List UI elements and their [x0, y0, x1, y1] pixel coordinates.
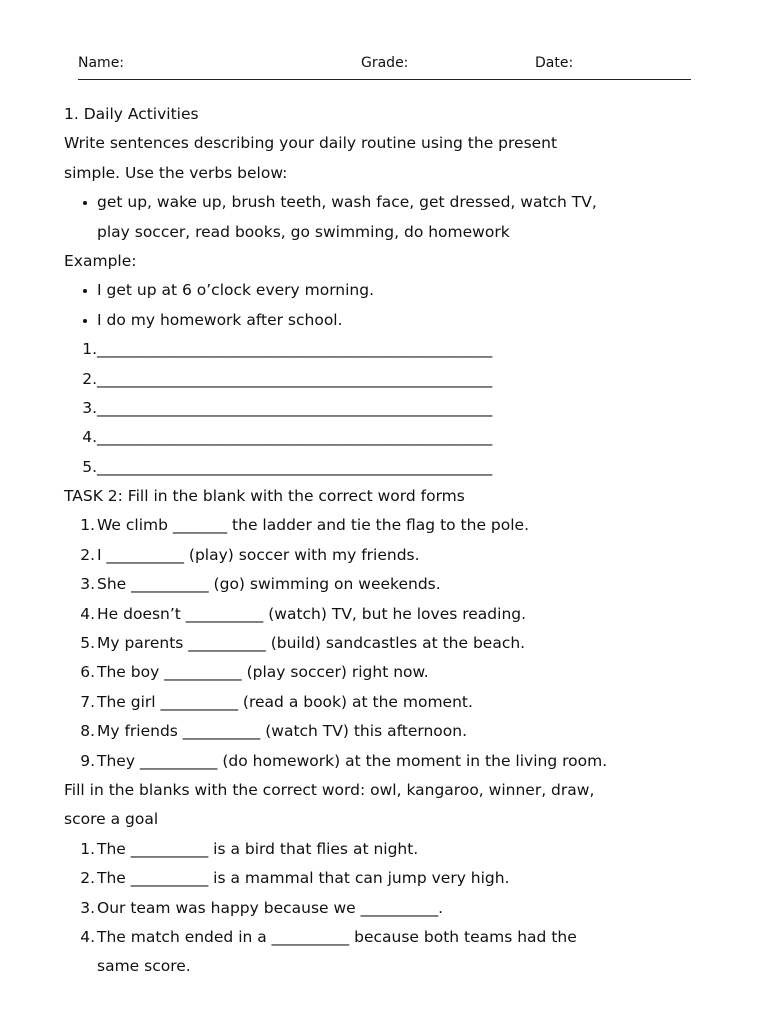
example-item-1: I get up at 6 o’clock every morning.: [64, 276, 744, 305]
item-text: Our team was happy because we __________.: [97, 898, 444, 917]
example-label: Example:: [64, 251, 137, 270]
item-text: We climb _______ the ladder and tie the flag to the pole.: [97, 516, 530, 535]
item-number: 5.: [80, 634, 95, 653]
task1-title: 1. Daily Activities: [64, 105, 199, 123]
item-text: The boy __________ (play soccer) right now.: [97, 663, 429, 682]
answer-number: 2.: [82, 369, 97, 388]
task3-item-1: [64, 835, 744, 864]
task2-item-8: [64, 717, 744, 746]
item-number: 8.: [80, 722, 95, 741]
item-text: The match ended in a __________ because both teams had the: [97, 927, 577, 946]
verbs-list-line2: play soccer, read books, go swimming, do homework: [97, 222, 510, 241]
item-number: 9.: [80, 751, 95, 770]
task3-item-3: [64, 894, 744, 923]
answer-blank: ___________________________________________________: [97, 340, 493, 359]
task3-item-4-continuation: same score.: [97, 957, 191, 976]
task3-title-line2: score a goal: [64, 810, 159, 829]
verbs-list-line1: get up, wake up, brush teeth, wash face, get dressed, watch TV,: [64, 188, 744, 217]
task3-item-2: [64, 864, 744, 893]
item-text: He doesn’t __________ (watch) TV, but he loves reading.: [97, 604, 527, 623]
item-number: 4.: [80, 927, 95, 946]
answer-line-3[interactable]: [64, 394, 744, 423]
item-text: She __________ (go) swimming on weekends.: [97, 575, 441, 594]
answer-line-4[interactable]: [64, 423, 744, 452]
item-number: 1.: [80, 839, 95, 858]
task2-item-2: [64, 541, 744, 570]
task2-item-7: [64, 688, 744, 717]
answer-blank: ___________________________________________________: [97, 398, 493, 417]
task3-item-4: [64, 923, 744, 952]
item-number: 6.: [80, 663, 95, 682]
item-text: My parents __________ (build) sandcastles at the beach.: [97, 634, 526, 653]
item-text: The __________ is a bird that flies at night.: [97, 839, 419, 858]
example-item-2: I do my homework after school.: [64, 306, 744, 335]
item-number: 7.: [80, 692, 95, 711]
item-number: 4.: [80, 604, 95, 623]
answer-number: 5.: [82, 457, 97, 476]
item-number: 3.: [80, 898, 95, 917]
task2-item-1: [64, 511, 744, 540]
task2-item-9: [64, 747, 744, 776]
answer-line-5[interactable]: [64, 453, 744, 482]
answer-line-1[interactable]: [64, 335, 744, 364]
item-number: 3.: [80, 575, 95, 594]
task2-title: TASK 2: Fill in the blank with the correct word forms: [64, 487, 465, 506]
date-label: Date:: [535, 55, 574, 71]
answer-blank: ___________________________________________________: [97, 428, 493, 447]
item-text: My friends __________ (watch TV) this afternoon.: [97, 722, 468, 741]
answer-blank: ___________________________________________________: [97, 457, 493, 476]
item-number: 2.: [80, 869, 95, 888]
item-number: 2.: [80, 545, 95, 564]
answer-number: 3.: [82, 398, 97, 417]
task2-item-6: [64, 658, 744, 687]
item-number: 1.: [80, 516, 95, 535]
answer-number: 1.: [82, 340, 97, 359]
header-row: [78, 55, 691, 80]
task1-instructions-line1: Write sentences describing your daily routine using the present: [64, 134, 558, 153]
item-text: I __________ (play) soccer with my friends.: [97, 545, 420, 564]
worksheet-body: [64, 100, 744, 982]
task1-instructions-line2: simple. Use the verbs below:: [64, 163, 288, 182]
item-text: The girl __________ (read a book) at the moment.: [97, 692, 473, 711]
grade-label: Grade:: [361, 55, 409, 71]
item-text: They __________ (do homework) at the moment in the living room.: [97, 751, 608, 770]
task2-item-5: [64, 629, 744, 658]
answer-line-2[interactable]: [64, 365, 744, 394]
task2-item-4: [64, 600, 744, 629]
task2-item-3: [64, 570, 744, 599]
answer-blank: ___________________________________________________: [97, 369, 493, 388]
name-label: Name:: [78, 55, 125, 71]
item-text: The __________ is a mammal that can jump very high.: [97, 869, 510, 888]
task3-title-line1: Fill in the blanks with the correct word: owl, kangaroo, winner, draw,: [64, 780, 595, 799]
answer-number: 4.: [82, 428, 97, 447]
